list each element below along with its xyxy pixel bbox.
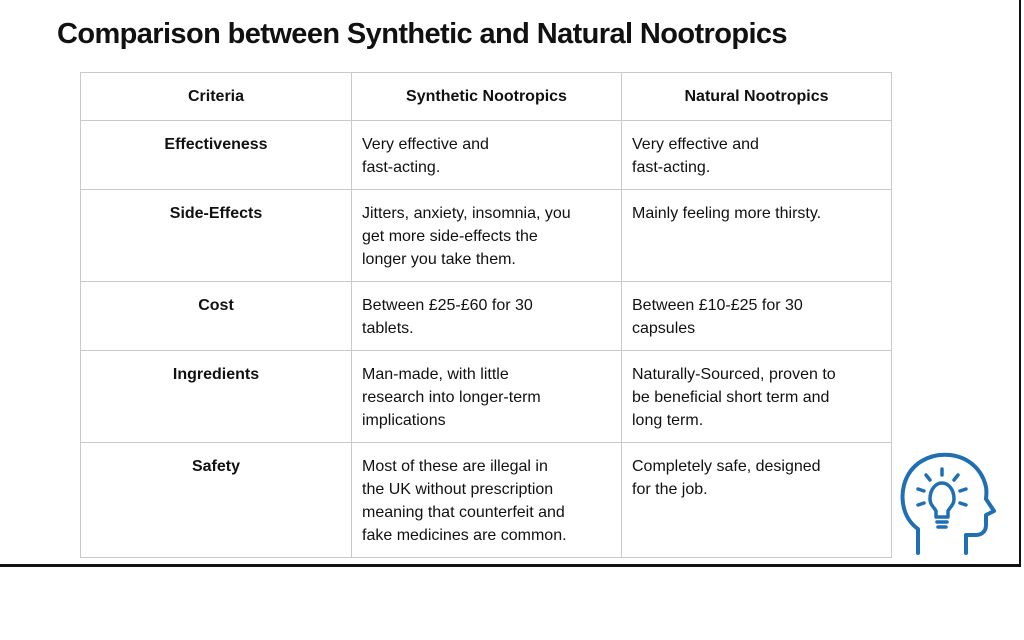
criteria-cell [81,121,352,190]
comparison-table [80,72,892,558]
head-lightbulb-icon [896,451,998,557]
natural-cell [622,351,892,443]
cell-line: Mainly feeling more thirsty. [632,205,822,222]
cell-line: Jitters, anxiety, insomnia, you [362,205,571,222]
cell-line: fast-acting. [632,159,711,176]
cell-line: fast-acting. [362,159,441,176]
table-row [81,351,892,443]
cell-line: Completely safe, designed [632,458,821,475]
cell-line: longer you take them. [362,251,516,268]
cell-line: Between £25-£60 for 30 [362,297,533,314]
natural-cell [622,190,892,282]
cell-line: for the job. [632,481,708,498]
cell-line: Most of these are illegal in [362,458,548,475]
criteria-cell [81,351,352,443]
table-row [81,121,892,190]
header-natural: Natural Nootropics [622,73,892,121]
synthetic-cell [352,351,622,443]
cell-line: be beneficial short term and [632,389,830,406]
cell-line: meaning that counterfeit and [362,504,565,521]
cell-line: get more side-effects the [362,228,538,245]
cell-line: implications [362,412,446,429]
header-synthetic: Synthetic Nootropics [352,73,622,121]
cell-line: Man-made, with little [362,366,509,383]
criteria-label: Ingredients [172,366,260,383]
table-row [81,190,892,282]
synthetic-cell [352,121,622,190]
cell-line: research into longer-term [362,389,541,406]
cell-line: tablets. [362,320,414,337]
criteria-cell [81,443,352,558]
natural-cell [622,443,892,558]
criteria-label: Effectiveness [164,136,268,153]
synthetic-cell [352,282,622,351]
criteria-label: Safety [191,458,241,475]
criteria-cell [81,190,352,282]
cell-line: capsules [632,320,696,337]
cell-line: Very effective and [362,136,489,153]
criteria-label: Cost [198,297,234,314]
criteria-cell [81,282,352,351]
cell-line: the UK without prescription [362,481,554,498]
synthetic-cell [352,190,622,282]
natural-cell [622,282,892,351]
cell-line: Very effective and [632,136,759,153]
synthetic-cell [352,443,622,558]
table-header-row [81,73,892,121]
page-title: Comparison between Synthetic and Natural Nootropics [57,18,787,50]
cell-line: Naturally-Sourced, proven to [632,366,836,383]
table-row [81,282,892,351]
cell-line: fake medicines are common. [362,527,567,544]
criteria-label: Side-Effects [169,205,263,222]
table-row [81,443,892,558]
natural-cell [622,121,892,190]
cell-line: Between £10-£25 for 30 [632,297,803,314]
header-criteria: Criteria [81,73,352,121]
cell-line: long term. [632,412,704,429]
